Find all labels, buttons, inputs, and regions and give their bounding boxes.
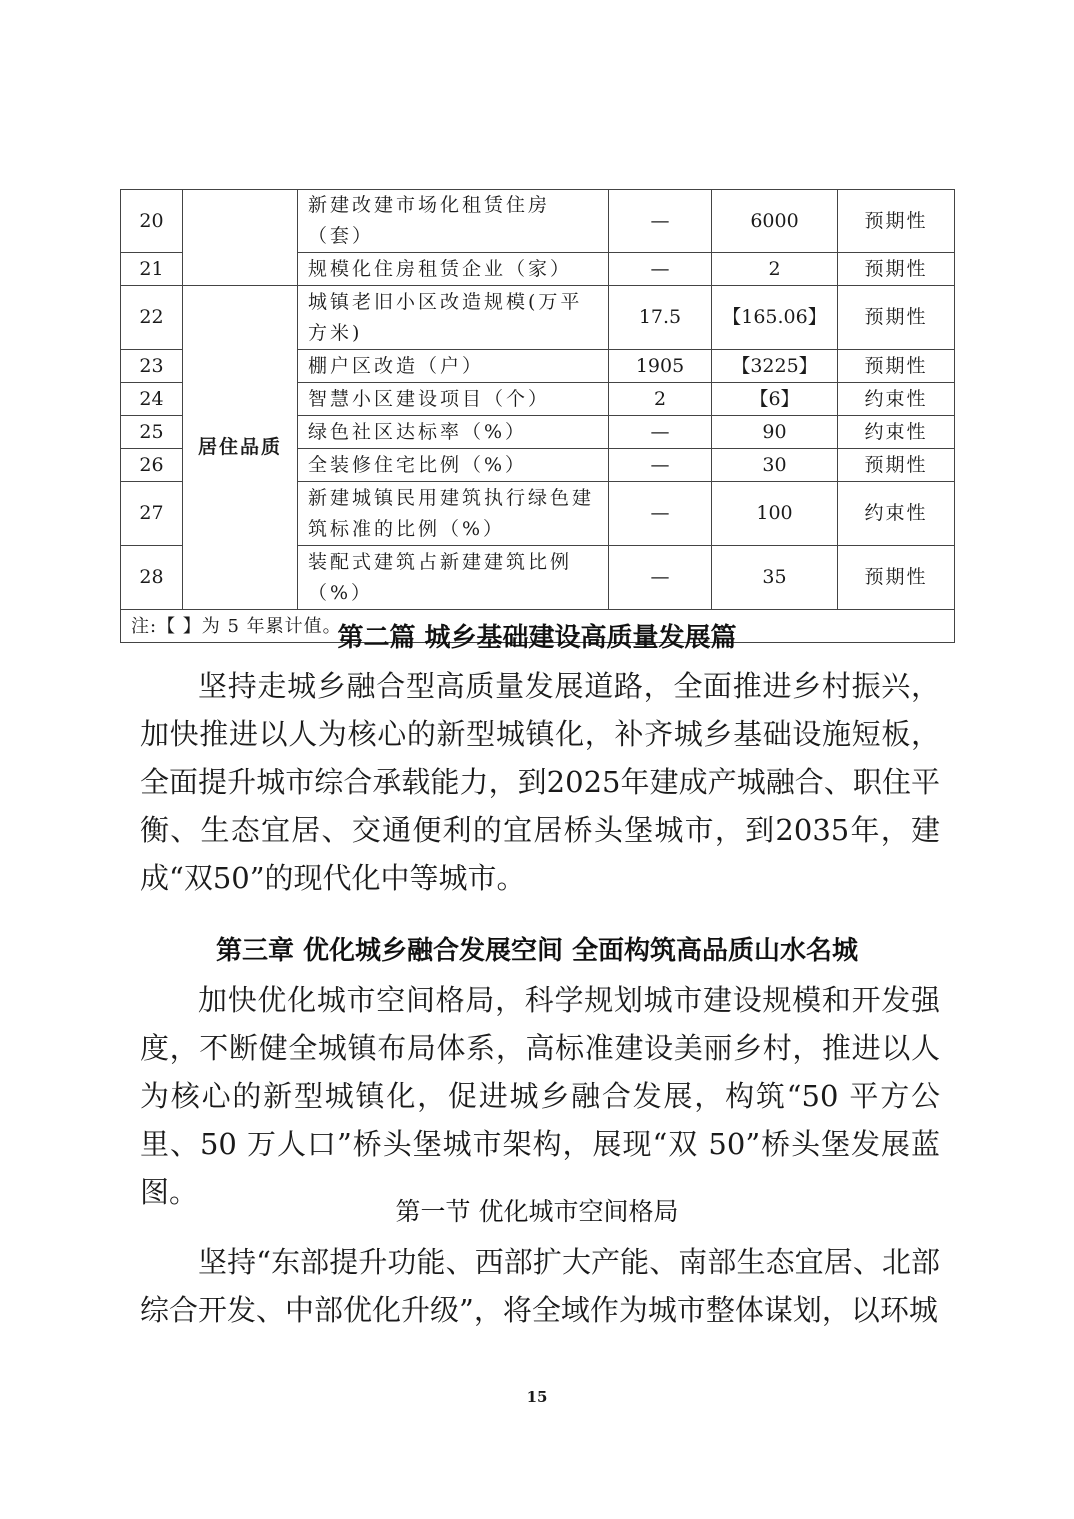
target-value: 【6】 (712, 383, 838, 416)
table-row (121, 190, 955, 253)
table-note: 注:【 】为 5 年累计值。 (121, 610, 955, 643)
row-number: 21 (121, 253, 183, 286)
body-paragraph-1: 坚持走城乡融合型高质量发展道路，全面推进乡村振兴，加快推进以人为核心的新型城镇化，补齐城乡基础设施短板，全面提升城市综合承载能力，到2025年建成产城融合、职住平衡、生态宜居、交通便利的宜居桥头堡城市，到2035年，建成“双50”的现代化中等城市。 (140, 669, 940, 895)
table-row (121, 286, 955, 350)
row-number: 22 (121, 286, 183, 350)
indicator-name: 绿色社区达标率（%） (298, 416, 609, 449)
base-value: 2 (609, 383, 712, 416)
row-number: 23 (121, 350, 183, 383)
indicator-name: 全装修住宅比例（%） (298, 449, 609, 482)
base-value: 1905 (609, 350, 712, 383)
indicator-name: 新建改建市场化租赁住房（套） (298, 190, 609, 253)
row-number: 20 (121, 190, 183, 253)
section-title: 第一节 优化城市空间格局 (395, 1197, 679, 1226)
base-value: 17.5 (609, 286, 712, 350)
row-number: 26 (121, 449, 183, 482)
indicator-name: 智慧小区建设项目（个） (298, 383, 609, 416)
indicator-nature: 约束性 (838, 416, 955, 449)
part-title: 第二篇 城乡基础建设高质量发展篇 (337, 623, 737, 653)
row-number: 25 (121, 416, 183, 449)
target-value: 【165.06】 (712, 286, 838, 350)
target-value: 6000 (712, 190, 838, 253)
indicator-nature: 预期性 (838, 546, 955, 610)
page-number: 15 (526, 1388, 548, 1406)
target-value: 90 (712, 416, 838, 449)
target-value: 100 (712, 482, 838, 546)
chapter-title: 第三章 优化城乡融合发展空间 全面构筑高品质山水名城 (215, 936, 859, 966)
base-value: — (609, 416, 712, 449)
row-number: 27 (121, 482, 183, 546)
target-value: 【3225】 (712, 350, 838, 383)
indicator-name: 新建城镇民用建筑执行绿色建筑标准的比例（%） (298, 482, 609, 546)
indicator-nature: 预期性 (838, 190, 955, 253)
indicator-nature: 预期性 (838, 449, 955, 482)
indicator-table (120, 189, 955, 643)
indicator-nature: 预期性 (838, 350, 955, 383)
indicator-name: 规模化住房租赁企业（家） (298, 253, 609, 286)
category-cell: 居住品质 (183, 286, 298, 610)
target-value: 2 (712, 253, 838, 286)
base-value: — (609, 482, 712, 546)
indicator-nature: 约束性 (838, 482, 955, 546)
base-value: — (609, 546, 712, 610)
body-paragraph-2: 加快优化城市空间格局，科学规划城市建设规模和开发强度，不断健全城镇布局体系，高标准建设美丽乡村，推进以人为核心的新型城镇化，促进城乡融合发展，构筑“50 平方公里、50 万人口”桥头堡城市架构，展现“双 50”桥头堡发展蓝图。 (140, 983, 940, 1209)
category-cell-empty (183, 190, 298, 286)
indicator-name: 棚户区改造（户） (298, 350, 609, 383)
indicator-name: 装配式建筑占新建建筑比例（%） (298, 546, 609, 610)
base-value: — (609, 449, 712, 482)
base-value: — (609, 190, 712, 253)
body-paragraph-3: 坚持“东部提升功能、西部扩大产能、南部生态宜居、北部综合开发、中部优化升级”，将全域作为城市整体谋划，以环城 (140, 1245, 940, 1327)
indicator-nature: 预期性 (838, 253, 955, 286)
indicator-nature: 约束性 (838, 383, 955, 416)
indicator-nature: 预期性 (838, 286, 955, 350)
target-value: 35 (712, 546, 838, 610)
target-value: 30 (712, 449, 838, 482)
row-number: 24 (121, 383, 183, 416)
base-value: — (609, 253, 712, 286)
row-number: 28 (121, 546, 183, 610)
indicator-name: 城镇老旧小区改造规模(万平方米) (298, 286, 609, 350)
